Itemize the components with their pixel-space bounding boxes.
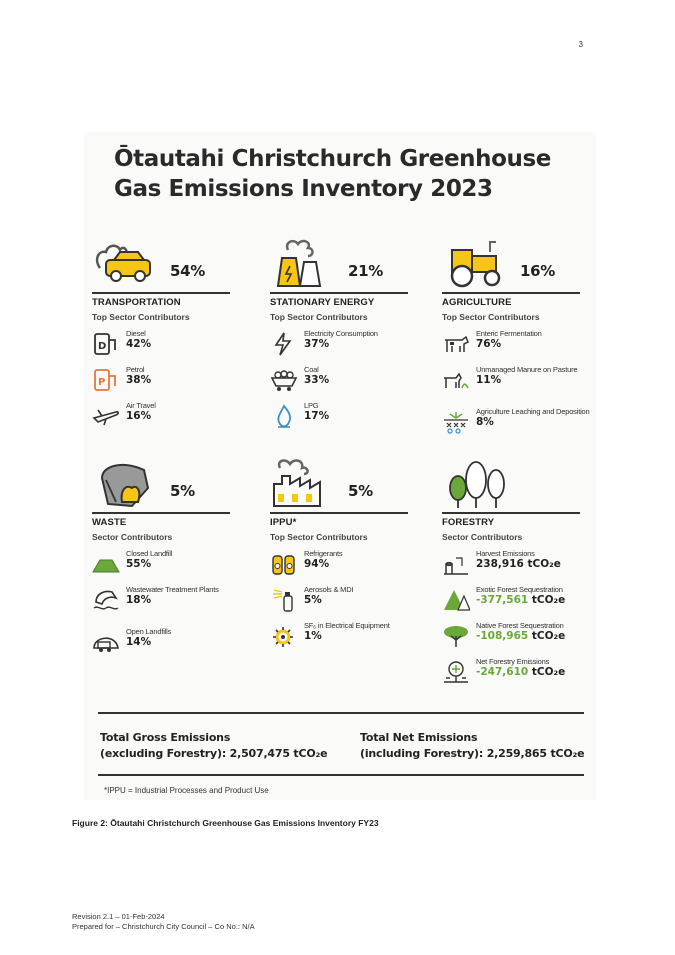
sector-waste <box>92 458 242 660</box>
title-line-2: Gas Emissions Inventory 2023 <box>114 176 493 202</box>
list-item: LPG 17% <box>270 400 420 434</box>
divider <box>98 712 584 714</box>
refrigerant-cylinders-icon <box>270 552 298 576</box>
list-item: Agriculture Leaching and Deposition 8% <box>442 406 592 440</box>
tree-stump-icon <box>442 552 470 576</box>
svg-text:P: P <box>98 377 106 388</box>
revision-text: Revision 2.1 – 01-Feb-2024 <box>72 912 165 921</box>
prepared-for-text: Prepared for – Christchurch City Council – Co No.: N/A <box>72 922 255 931</box>
list-item: Electricity Consumption 37% <box>270 328 420 362</box>
total-net-emissions: Total Net Emissions (including Forestry): 2,259,865 tCO₂e <box>360 731 585 760</box>
list-item: Enteric Fermentation 76% <box>442 328 592 362</box>
garbage-truck-icon <box>92 630 120 654</box>
aerosol-spray-icon <box>270 588 298 612</box>
list-item: Harvest Emissions 238,916 tCO₂e <box>442 548 592 582</box>
trees-icon <box>442 458 512 508</box>
list-item: Coal 33% <box>270 364 420 398</box>
list-item: SF₆ in Electrical Equipment 1% <box>270 620 420 660</box>
sector-forestry <box>442 458 592 690</box>
agriculture-subtitle: Top Sector Contributors <box>442 312 540 322</box>
waste-bag-icon <box>92 458 162 508</box>
flame-icon <box>270 404 298 428</box>
title-line-1: Ōtautahi Christchurch Greenhouse <box>114 146 551 172</box>
figure-caption: Figure 2: Ōtautahi Christchurch Greenhouse Gas Emissions Inventory FY23 <box>72 818 379 828</box>
agriculture-percent: 16% <box>520 262 556 280</box>
list-item: Wastewater Treatment Plants 18% <box>92 584 242 624</box>
waste-percent: 5% <box>170 482 195 500</box>
airplane-icon <box>92 404 120 428</box>
total-gross-emissions: Total Gross Emissions (excluding Forestry): 2,507,475 tCO₂e <box>100 731 328 760</box>
tractor-icon <box>442 238 512 288</box>
car-icon <box>92 238 162 288</box>
list-item: Unmanaged Manure on Pasture 11% <box>442 364 592 404</box>
transportation-percent: 54% <box>170 262 206 280</box>
stationary-energy-percent: 21% <box>348 262 384 280</box>
list-item: Open Landfills 14% <box>92 626 242 660</box>
page-number: 3 <box>578 40 583 49</box>
power-plant-icon <box>270 238 340 288</box>
footer <box>72 912 255 932</box>
soil-leaching-icon <box>442 410 470 434</box>
divider <box>98 774 584 776</box>
sector-stationary-energy <box>270 238 420 434</box>
footnote: *IPPU = Industrial Processes and Product Use <box>104 786 269 795</box>
ippu-percent: 5% <box>348 482 373 500</box>
list-item: Closed Landfill 55% <box>92 548 242 582</box>
agriculture-title: AGRICULTURE <box>442 297 512 308</box>
pine-tree-icon <box>442 588 470 612</box>
forestry-subtitle: Sector Contributors <box>442 532 523 542</box>
stationary-energy-subtitle: Top Sector Contributors <box>270 312 368 322</box>
ippu-subtitle: Top Sector Contributors <box>270 532 368 542</box>
list-item: Refrigerants 94% <box>270 548 420 582</box>
transportation-title: TRANSPORTATION <box>92 297 181 308</box>
list-item: Net Forestry Emissions -247,610 tCO₂e <box>442 656 592 690</box>
list-item: Exotic Forest Sequestration -377,561 tCO₂e <box>442 584 592 618</box>
waste-subtitle: Sector Contributors <box>92 532 173 542</box>
list-item: D Diesel 42% <box>92 328 242 362</box>
gear-icon <box>270 624 298 648</box>
infographic-title <box>114 144 584 204</box>
petrol-pump-icon <box>92 368 120 392</box>
svg-text:D: D <box>98 341 107 352</box>
factory-icon <box>270 458 340 508</box>
wastewater-pipe-icon <box>92 588 120 612</box>
goat-icon <box>442 368 470 392</box>
coal-cart-icon <box>270 368 298 392</box>
forest-icon <box>442 660 470 684</box>
lightning-icon <box>270 332 298 356</box>
list-item: Aerosols & MDI 5% <box>270 584 420 618</box>
emissions-infographic <box>84 132 596 800</box>
waste-title: WASTE <box>92 517 127 528</box>
diesel-pump-icon <box>92 332 120 356</box>
native-tree-icon <box>442 624 470 648</box>
forestry-title: FORESTRY <box>442 517 495 528</box>
ippu-title: IPPU* <box>270 517 297 528</box>
list-item: P Petrol 38% <box>92 364 242 398</box>
sector-agriculture <box>442 238 592 440</box>
list-item: Native Forest Sequestration -108,965 tCO₂e <box>442 620 592 654</box>
sector-ippu <box>270 458 420 660</box>
stationary-energy-title: STATIONARY ENERGY <box>270 297 375 308</box>
cow-icon <box>442 332 470 356</box>
landfill-mound-icon <box>92 552 120 576</box>
sector-transportation <box>92 238 242 434</box>
transportation-subtitle: Top Sector Contributors <box>92 312 190 322</box>
list-item: Air Travel 16% <box>92 400 242 434</box>
